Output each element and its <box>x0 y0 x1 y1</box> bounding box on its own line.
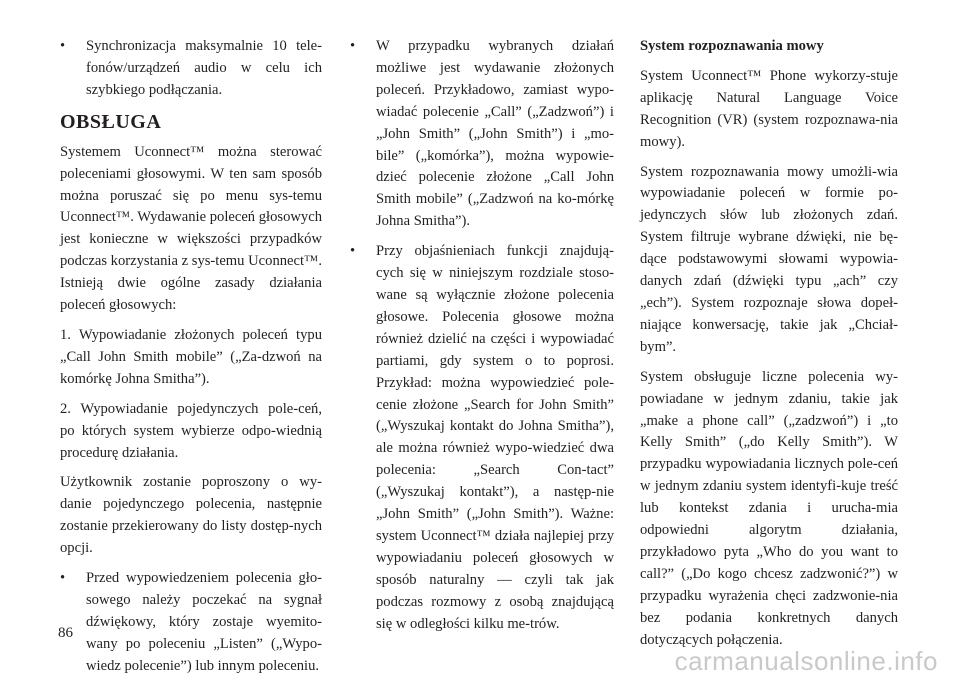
list-item-text: Przed wypowiedzeniem polecenia gło-sowego należy poczekać na sygnał dźwiękowy, który zostaje wyemito-wany po poleceniu „Listen” („Wypo-wiedz polecenie”) lub innym poleceniu. <box>86 570 322 674</box>
list-item-text: Przy objaśnieniach funkcji znajdują-cych się w niniejszym rozdziale stoso-wane są wyłącznie złożone polecenia głosowe. Polecenia głosowe można również dzielić na części i wypowiadać partiami, gdy system o to poprosi. Przykład: można wypowiedzieć pole-cenie złożone „Search for John Smith” („Wyszukaj kontakt do Johna Smitha”), ale można również wypo-wiedzieć dwa polecenia: „Search Con-tact” („Wyszukaj kontakt”), a następ-nie „John Smith” („John Smith”). Ważne: system Uconnect™ działa najlepiej przy wypowiadaniu poleceń głosowych w sposób naturalny — czyli tak jak podczas rozmowy z osobą znajdującą się w odległości kilku me-trów. <box>376 243 614 632</box>
column-left <box>60 36 322 686</box>
section-heading: OBSŁUGA <box>60 110 162 133</box>
column-right <box>640 36 898 659</box>
column-middle <box>350 36 614 643</box>
list-item-complex <box>350 36 614 233</box>
paragraph-vr-intro: System Uconnect™ Phone wykorzy-stuje aplikację Natural Language Voice Recognition (VR) (system rozpoznawa-nia mowy). <box>640 67 898 150</box>
list-item-text: W przypadku wybranych działań możliwe jest wydawanie złożonych poleceń. Przykładowo, zamiast wypo-wiadać polecenie „Call” („Zadzwoń”) i „John Smith” („John Smith”) i „mo-bile” („komórka”), można wypowie-dzieć polecenie złożone „Call John Smith mobile” („Zadzwoń na ko-mórkę Johna Smitha”). <box>376 38 614 230</box>
paragraph-intro: Systemem Uconnect™ można sterować poleceniami głosowymi. W ten sam sposób można poruszać się po menu sys-temu Uconnect™. Wydawanie poleceń głosowych jest konieczne w większości przypadków podczas korzystania z sys-temu Uconnect™. Istnieją dwie ogólne zasady działania poleceń głosowych: <box>60 143 322 314</box>
bullet-dot: • <box>350 38 356 54</box>
paragraph-user-prompt: Użytkownik zostanie poproszony o wy-danie pojedynczego polecenia, następnie zostanie przekierowany do listy dostęp-nych opcji. <box>60 474 322 557</box>
paragraph-single-commands: 2. Wypowiadanie pojedynczych pole-ceń, po których system wybierze odpo-wiednią procedurę działania. <box>60 400 322 461</box>
list-item-sync <box>60 36 322 102</box>
paragraph-vr-multiple: System obsługuje liczne polecenia wy-powiadane w jednym zdaniu, takie jak „make a phone call” („zadzwoń”) i „to Kelly Smith” („do Kelly Smith”). W przypadku wypowiadania licznych pole-ceń w jednym zdaniu system identyfi-kuje treść lub kontekst zdania i urucha-mia odpowiedni algorytm działania, przykładowo pyta „Who do you want to call?” („Do kogo chcesz zadzwonić?”) w przypadku wyrażenia chęci zadzwonie-nia bez podania konkretnych danych dotyczących połączenia. <box>640 368 898 648</box>
list-item-text: Synchronizacja maksymalnie 10 tele-fonów/urządzeń audio w celu ich szybkiego podłączania. <box>86 38 322 98</box>
list-item-explain <box>350 241 614 635</box>
watermark: carmanualsonline.info <box>674 646 938 676</box>
subsection-heading: System rozpoznawania mowy <box>640 38 824 54</box>
page-number: 86 <box>58 625 73 641</box>
bullet-dot: • <box>350 243 356 260</box>
paragraph-vr-filtering: System rozpoznawania mowy umożli-wia wypowiadanie poleceń w formie po-jedynczych słów lub złożonych zdań. System filtruje wybrane dźwięki, nie bę-dące podstawowymi słowami wypowia-danych zdań (dźwięki typu „ach” czy „ech”). System rozpoznaje słowa dopeł-niające konwersację, takie jak „Chciał-bym”. <box>640 163 898 355</box>
bullet-dot: • <box>60 38 66 54</box>
paragraph-complex-commands: 1. Wypowiadanie złożonych poleceń typu „Call John Smith mobile” („Za-dzwoń na komórkę Johna Smitha”). <box>60 326 322 387</box>
list-item-listen <box>60 568 322 678</box>
bullet-dot: • <box>60 570 66 587</box>
